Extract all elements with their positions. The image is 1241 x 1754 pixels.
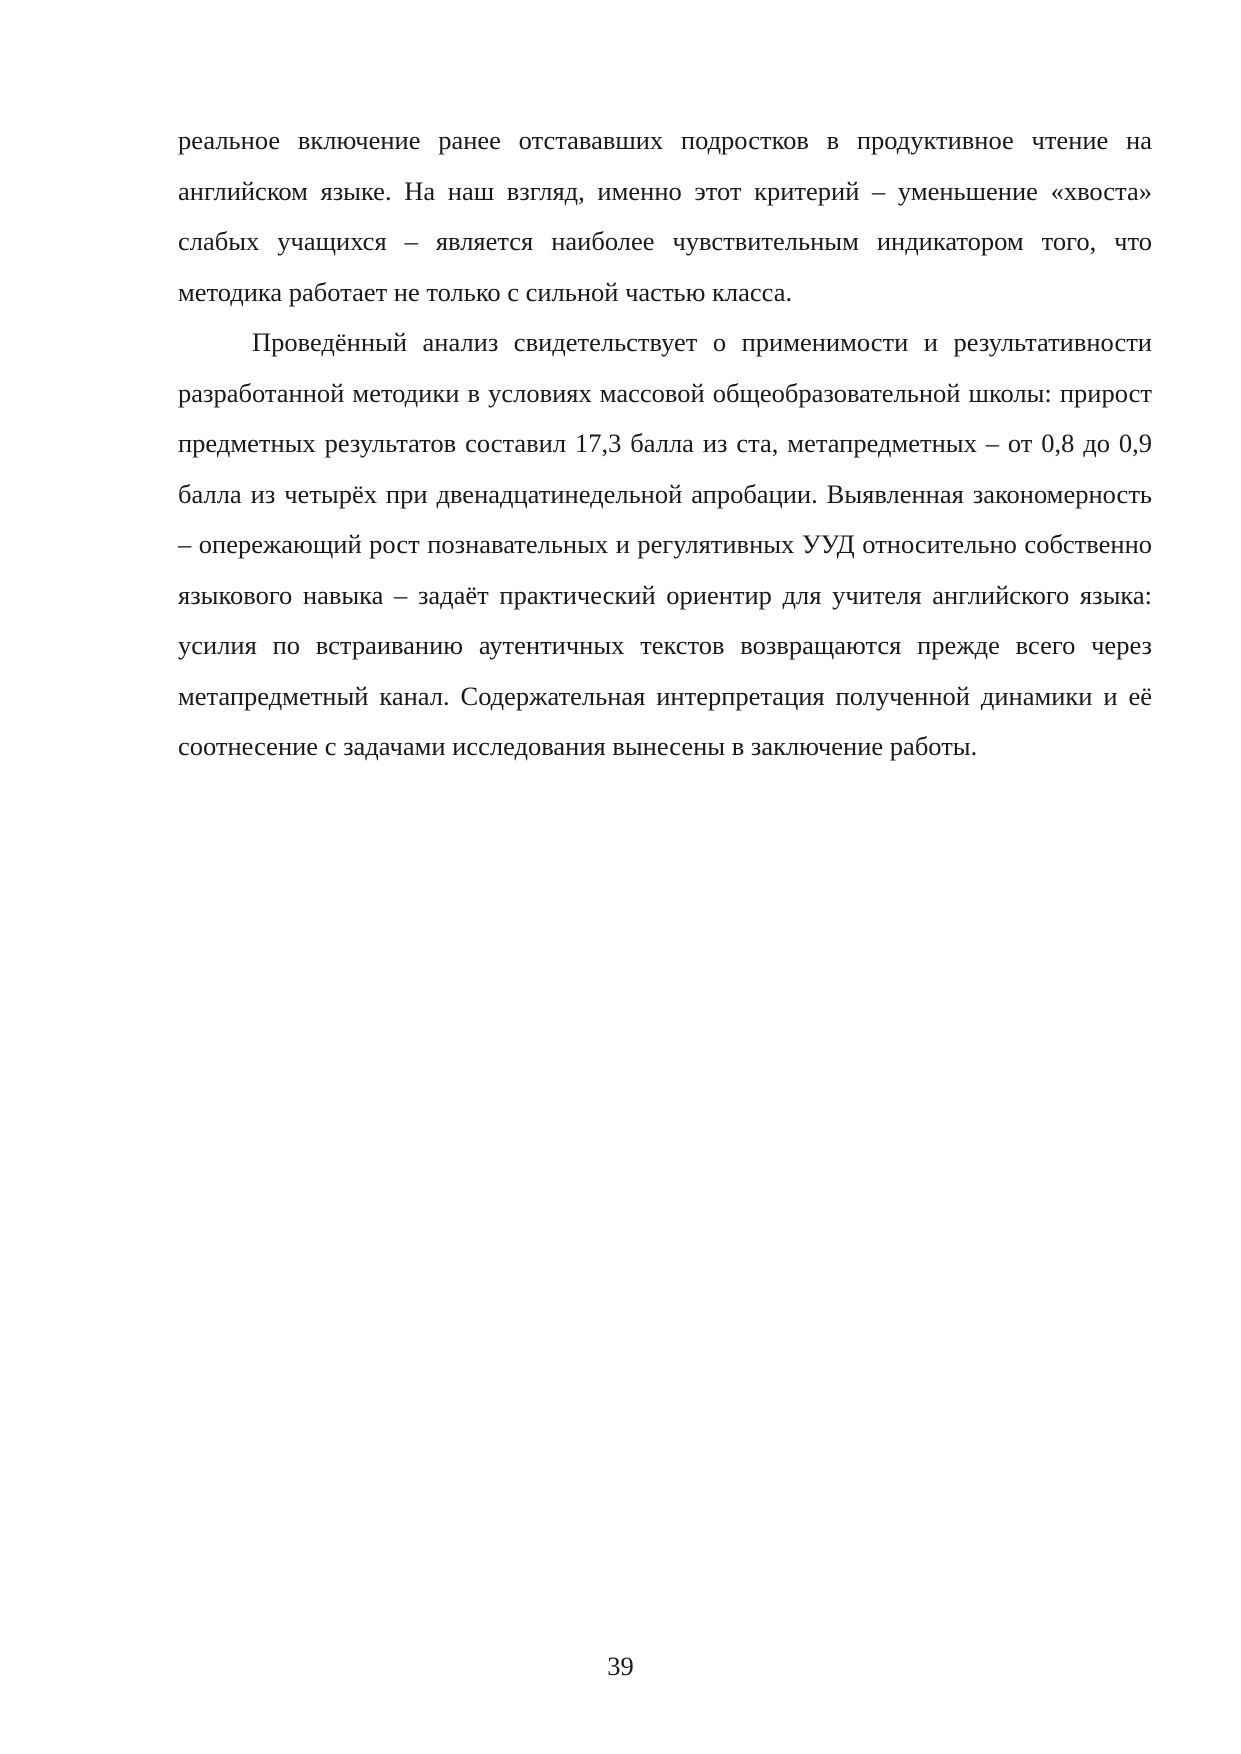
page-number: 39: [607, 1651, 634, 1681]
paragraph-continued: реальное включение ранее отстававших подростков в продуктивное чтение на английском языке. На наш взгляд, именно этот критерий – уменьшение «хвоста» слабых учащихся – является наиболее чувствительным индикатором того, что методика работает не только с сильной частью класса.: [178, 125, 1152, 307]
paragraph-conclusion: Проведённый анализ свидетельствует о применимости и результативности разработанной методики в условиях массовой общеобразовательной школы: прирост предметных результатов составил 17,3 балла из ста, метапредметных – от 0,8 до 0,9 балла из четырёх при двенадцатинедельной апробации. Выявленная закономерность – опережающий рост познавательных и регулятивных УУД относительно собственно языкового навыка – задаёт практический ориентир для учителя английского языка: усилия по встраиванию аутентичных текстов возвращаются прежде всего через метапредметный канал. Содержательная интерпретация полученной динамики и её соотнесение с задачами исследования вынесены в заключение работы.: [178, 327, 1152, 761]
body-text: [178, 115, 1152, 772]
